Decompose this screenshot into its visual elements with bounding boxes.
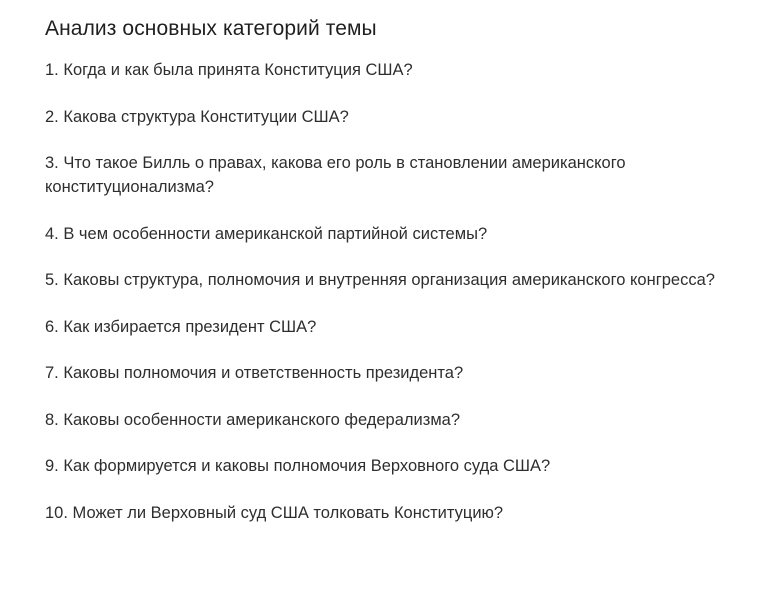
question-item-5: 5. Каковы структура, полномочия и внутренняя организация американского конгресса? [45, 271, 715, 289]
page-title: Анализ основных категорий темы [45, 17, 377, 40]
question-item-1: 1. Когда и как была принята Конституция США? [45, 61, 413, 79]
question-item-2: 2. Какова структура Конституции США? [45, 107, 349, 126]
document-content [45, 14, 735, 547]
question-item-6: 6. Как избирается президент США? [45, 317, 317, 336]
question-item-3: 3. Что такое Билль о правах, какова его роль в становлении американского конституционализма? [45, 154, 626, 196]
question-item-10: 10. Может ли Верховный суд США толковать Конституцию? [45, 503, 504, 522]
question-list [45, 58, 735, 525]
question-item-4: 4. В чем особенности американской партийной системы? [45, 224, 488, 243]
question-item-8: 8. Каковы особенности американского федерализма? [45, 410, 461, 429]
question-item-9: 9. Как формируется и каковы полномочия Верховного суда США? [45, 457, 551, 475]
question-item-7: 7. Каковы полномочия и ответственность президента? [45, 364, 464, 382]
